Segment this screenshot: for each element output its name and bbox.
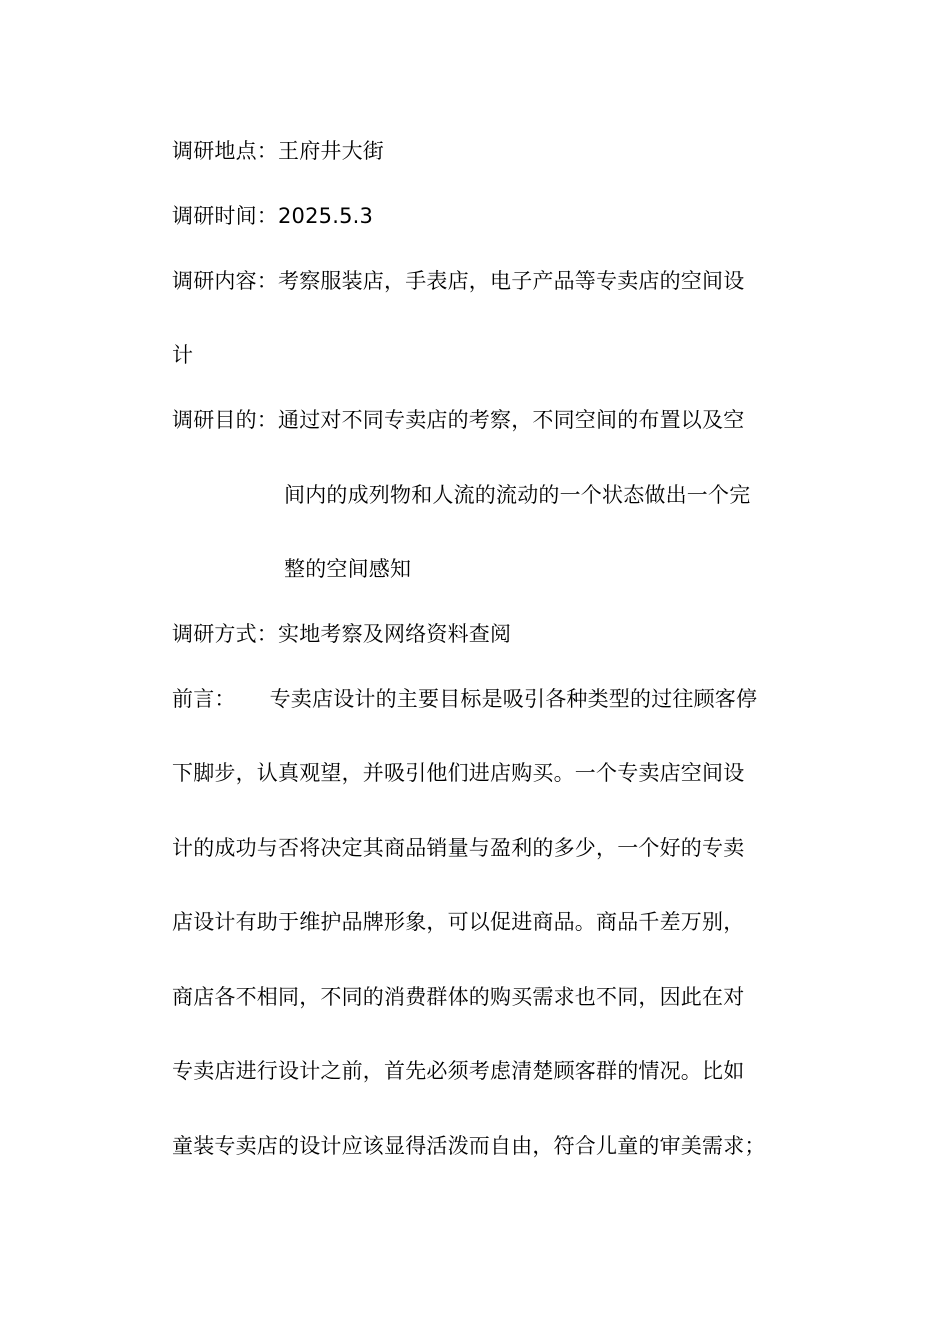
preface-label: 前言： <box>172 687 236 711</box>
survey-purpose-line-2: 间内的成列物和人流的流动的一个状态做出一个完 <box>284 483 751 507</box>
preface-line-6: 专卖店进行设计之前，首先必须考虑清楚顾客群的情况。比如 <box>172 1059 745 1083</box>
survey-purpose-line-3: 整的空间感知 <box>284 557 412 581</box>
survey-purpose-line-1: 调研目的：通过对不同专卖店的考察，不同空间的布置以及空 <box>172 408 745 432</box>
preface-line-2: 下脚步，认真观望，并吸引他们进店购买。一个专卖店空间设 <box>172 761 745 785</box>
survey-method: 调研方式：实地考察及网络资料查阅 <box>172 622 512 646</box>
preface-line-7: 童装专卖店的设计应该显得活泼而自由，符合儿童的审美需求； <box>172 1134 766 1158</box>
survey-location: 调研地点：王府井大街 <box>172 139 384 163</box>
survey-content-line-2: 计 <box>172 343 194 367</box>
survey-content-line-1: 调研内容：考察服装店，手表店，电子产品等专卖店的空间设 <box>172 269 745 293</box>
preface-line-1 <box>172 684 757 714</box>
preface-text-1: 专卖店设计的主要目标是吸引各种类型的过往顾客停 <box>269 687 758 711</box>
preface-line-3: 计的成功与否将决定其商品销量与盈利的多少，一个好的专卖 <box>172 836 745 860</box>
survey-time: 调研时间：2025.5.3 <box>172 204 374 228</box>
preface-line-4: 店设计有助于维护品牌形象，可以促进商品。商品千差万别， <box>172 910 745 934</box>
preface-line-5: 商店各不相同，不同的消费群体的购买需求也不同，因此在对 <box>172 985 745 1009</box>
